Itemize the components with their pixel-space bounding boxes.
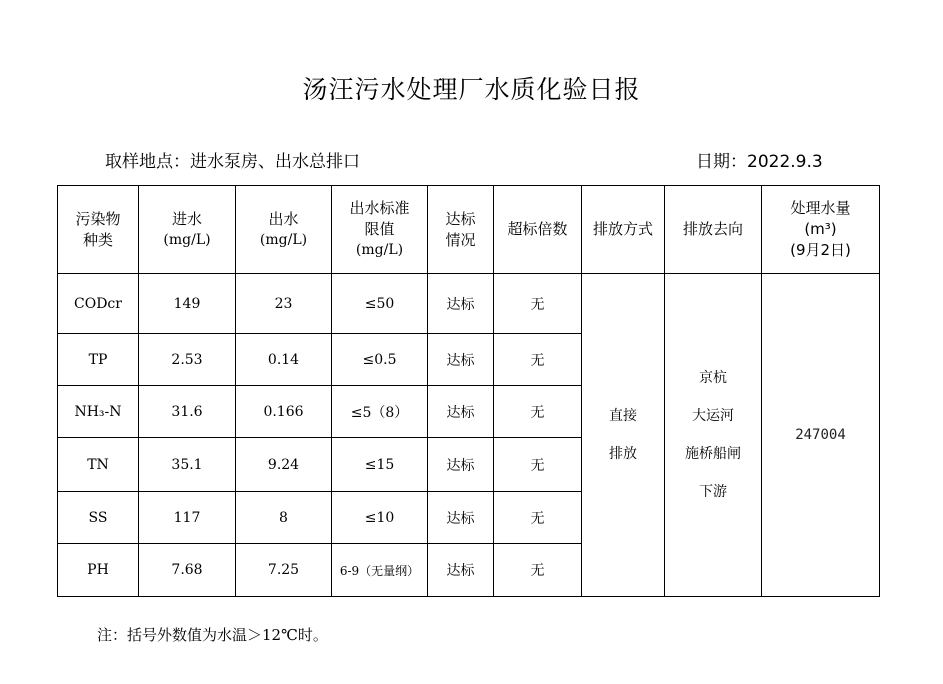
header-discharge-dest: 排放去向 bbox=[665, 186, 762, 274]
cell-status: 达标 bbox=[428, 386, 494, 438]
cell-status: 达标 bbox=[428, 334, 494, 386]
discharge-method-cell: 直接 排放 bbox=[582, 274, 665, 597]
cell-influent: 2.53 bbox=[139, 334, 236, 386]
cell-exceed: 无 bbox=[494, 492, 582, 544]
report-date: 日期：2022.9.3 bbox=[696, 152, 823, 172]
header-volume: 处理水量 (m³) (9月2日) bbox=[762, 186, 880, 274]
cell-status: 达标 bbox=[428, 274, 494, 334]
cell-effluent: 7.25 bbox=[236, 544, 332, 597]
cell-status: 达标 bbox=[428, 438, 494, 492]
cell-exceed: 无 bbox=[494, 334, 582, 386]
cell-limit: ≤50 bbox=[332, 274, 428, 334]
cell-effluent: 8 bbox=[236, 492, 332, 544]
cell-pollutant: TN bbox=[58, 438, 139, 492]
header-pollutant: 污染物 种类 bbox=[58, 186, 139, 274]
cell-exceed: 无 bbox=[494, 544, 582, 597]
header-influent: 进水 (mg/L) bbox=[139, 186, 236, 274]
discharge-dest-cell: 京杭 大运河 施桥船闸 下游 bbox=[665, 274, 762, 597]
water-quality-table bbox=[57, 185, 880, 597]
header-row bbox=[58, 186, 880, 274]
cell-pollutant: PH bbox=[58, 544, 139, 597]
cell-influent: 149 bbox=[139, 274, 236, 334]
cell-influent: 7.68 bbox=[139, 544, 236, 597]
cell-effluent: 0.14 bbox=[236, 334, 332, 386]
cell-effluent: 9.24 bbox=[236, 438, 332, 492]
cell-limit: ≤15 bbox=[332, 438, 428, 492]
cell-status: 达标 bbox=[428, 492, 494, 544]
header-limit: 出水标准 限值 (mg/L) bbox=[332, 186, 428, 274]
header-effluent: 出水 (mg/L) bbox=[236, 186, 332, 274]
header-status: 达标 情况 bbox=[428, 186, 494, 274]
cell-influent: 35.1 bbox=[139, 438, 236, 492]
volume-value: 247004 bbox=[762, 274, 880, 597]
footnote: 注：括号外数值为水温＞12℃时。 bbox=[97, 626, 328, 644]
cell-exceed: 无 bbox=[494, 438, 582, 492]
cell-pollutant: SS bbox=[58, 492, 139, 544]
header-exceed: 超标倍数 bbox=[494, 186, 582, 274]
cell-status: 达标 bbox=[428, 544, 494, 597]
cell-limit: 6-9（无量纲） bbox=[332, 544, 428, 597]
cell-limit: ≤10 bbox=[332, 492, 428, 544]
cell-pollutant: CODcr bbox=[58, 274, 139, 334]
cell-effluent: 0.166 bbox=[236, 386, 332, 438]
header-discharge-method: 排放方式 bbox=[582, 186, 665, 274]
cell-effluent: 23 bbox=[236, 274, 332, 334]
cell-limit: ≤0.5 bbox=[332, 334, 428, 386]
cell-exceed: 无 bbox=[494, 386, 582, 438]
cell-limit: ≤5（8） bbox=[332, 386, 428, 438]
cell-pollutant: TP bbox=[58, 334, 139, 386]
cell-exceed: 无 bbox=[494, 274, 582, 334]
cell-influent: 31.6 bbox=[139, 386, 236, 438]
cell-pollutant: NH₃-N bbox=[58, 386, 139, 438]
table-row bbox=[58, 274, 880, 334]
cell-influent: 117 bbox=[139, 492, 236, 544]
sample-location: 取样地点：进水泵房、出水总排口 bbox=[105, 152, 360, 172]
report-title: 汤汪污水处理厂水质化验日报 bbox=[302, 75, 641, 104]
